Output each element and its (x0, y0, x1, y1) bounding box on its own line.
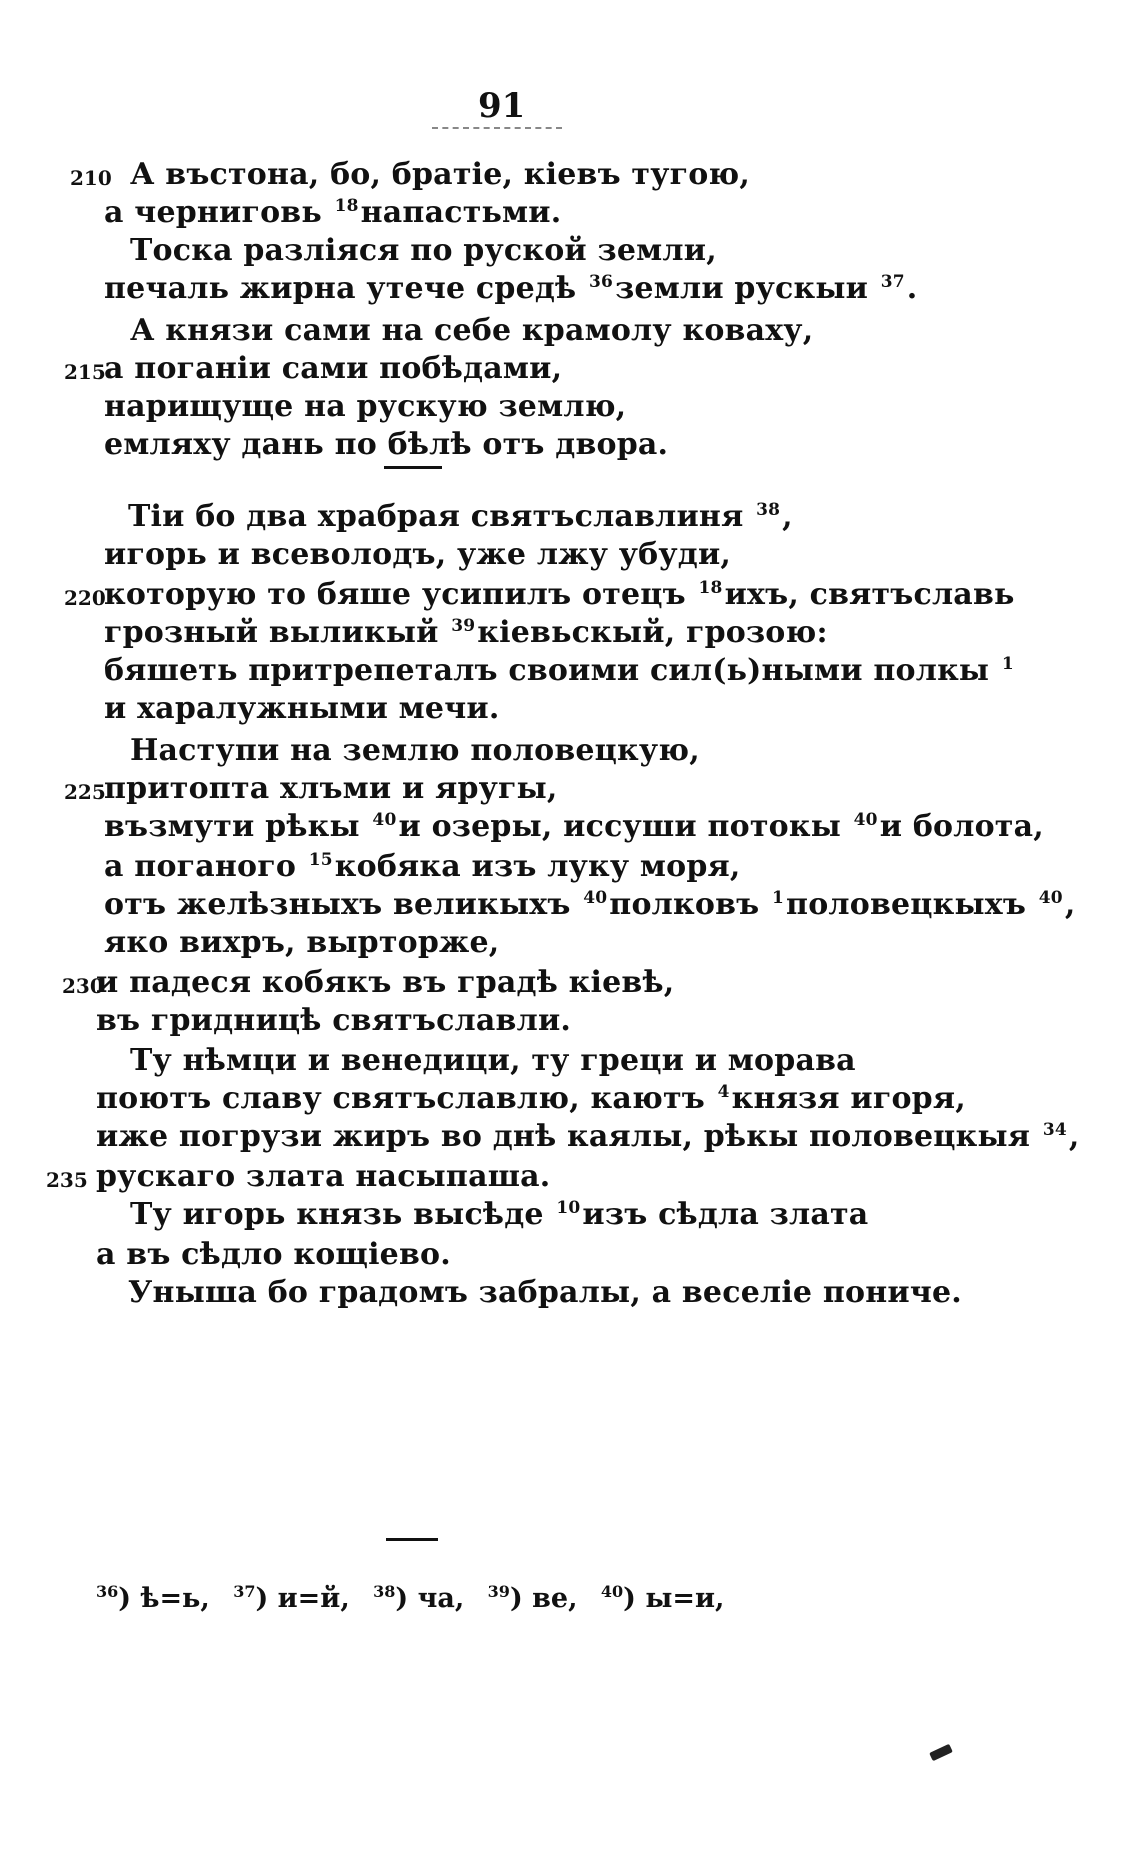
line-number: 220 (64, 586, 106, 610)
verse-line (130, 233, 717, 268)
verse-text: земли рускыи (615, 271, 869, 306)
verse-text: , (1068, 1119, 1080, 1154)
verse-text: игорь и всеволодъ, уже лжу убуди, (104, 537, 732, 572)
footnote-ref: 39 (451, 616, 476, 636)
verse-text: Ту нѣмци и венедици, ту греци и морава (130, 1043, 856, 1078)
verse-line (104, 389, 627, 424)
verse-line (104, 615, 828, 650)
footnotes (96, 1582, 724, 1614)
footnote-ref: 1 (1001, 654, 1014, 674)
verse-text: нарищуще на рускую землю, (104, 389, 627, 424)
line-number: 210 (70, 166, 112, 190)
footnote: $^{40}$) ы=и, (600, 1582, 725, 1614)
verse-text: . (906, 271, 918, 306)
footnote-ref: 40 (853, 810, 878, 830)
verse-text: поютъ славу святъславлю, каютъ (96, 1081, 705, 1116)
verse-text: А въстона, бо, братіе, кіевъ тугою, (130, 157, 751, 192)
verse-text: отъ желѣзныхъ великыхъ (104, 887, 571, 922)
verse-text: грозный выликый (104, 615, 439, 650)
verse-line (130, 1043, 856, 1078)
verse-line (104, 925, 500, 960)
verse-line (130, 313, 814, 348)
verse-text: и падеся кобякъ въ градѣ кіевѣ, (96, 965, 675, 1000)
verse-line (104, 653, 1016, 688)
verse-text: и харалужными мечи. (104, 691, 500, 726)
verse-text: а поганого (104, 849, 297, 884)
verse-text: кобяка изъ луку моря, (334, 849, 741, 884)
verse-text: и болота, (879, 809, 1044, 844)
verse-text: бяшеть притрепеталъ своими сил(ь)ными полкы (104, 653, 990, 688)
verse-line (104, 809, 1044, 844)
verse-line (96, 1003, 572, 1038)
verse-text: ихъ, святъславь (724, 577, 1015, 612)
verse-text: иже погрузи жиръ во днѣ каялы, рѣкы половецкыя (96, 1119, 1031, 1154)
verse-text: рускаго злата насыпаша. (96, 1159, 551, 1194)
line-number: 235 (46, 1168, 88, 1192)
footnote-ref: 34 (1042, 1120, 1067, 1140)
verse-line (130, 733, 700, 768)
verse-line (104, 271, 918, 306)
verse-text: Наступи на землю половецкую, (130, 733, 700, 768)
line-number: 215 (64, 360, 106, 384)
footnote-ref: 38 (756, 500, 781, 520)
footnote-ref: 15 (308, 850, 333, 870)
footnote-ref: 40 (372, 810, 397, 830)
line-number: 225 (64, 780, 106, 804)
section-separator-1 (384, 466, 442, 469)
footnote-ref: 10 (556, 1198, 581, 1218)
verse-text: притопта хлъми и яругы, (104, 771, 558, 806)
verse-text: которую то бяше усипилъ отецъ (104, 577, 686, 612)
verse-text: и озеры, иссуши потокы (398, 809, 841, 844)
verse-line (104, 849, 741, 884)
verse-line (104, 691, 500, 726)
verse-text: емляху дань по бѣлѣ отъ двора. (104, 427, 669, 462)
section-separator-2 (386, 1538, 438, 1541)
verse-text: Тіи бо два храбрая святъславлиня (128, 499, 744, 534)
verse-line (130, 157, 751, 192)
verse-line (96, 1119, 1080, 1154)
footnote-ref: 4 (717, 1082, 730, 1102)
verse-line (104, 771, 558, 806)
verse-text: , (782, 499, 793, 534)
verse-line (96, 1081, 966, 1116)
verse-line (104, 427, 669, 462)
footnote-ref: 37 (880, 272, 905, 292)
verse-text: князя игоря, (731, 1081, 966, 1116)
verse-line (96, 1237, 451, 1272)
verse-line (96, 1159, 551, 1194)
verse-line (104, 537, 732, 572)
verse-text: Уныша бо градомъ забралы, а веселіе пониче. (128, 1275, 962, 1310)
footnote-ref: 18 (698, 578, 723, 598)
verse-text: изъ сѣдла злата (582, 1197, 869, 1232)
verse-line (96, 965, 675, 1000)
verse-line (104, 577, 1015, 612)
verse-text: яко вихръ, вырторже, (104, 925, 500, 960)
verse-text: А князи сами на себе крамолу коваху, (130, 313, 814, 348)
footnote: $^{37}$) и=й, (233, 1582, 350, 1614)
pen-mark (929, 1744, 953, 1761)
page-number: 91 (478, 86, 526, 126)
verse-text: кіевьскый, грозою: (477, 615, 828, 650)
verse-line (130, 1197, 869, 1232)
verse-text: а въ сѣдло кощіево. (96, 1237, 451, 1272)
verse-text: Ту игорь князь высѣде (130, 1197, 544, 1232)
footnote: $^{36}$) ѣ=ь, (96, 1582, 210, 1614)
footnote: $^{39}$) ве, (487, 1582, 578, 1614)
verse-text: напастьми. (360, 195, 562, 230)
verse-line (104, 351, 563, 386)
verse-text: а черниговь (104, 195, 322, 230)
verse-line (128, 1275, 962, 1310)
verse-line (104, 887, 1076, 922)
verse-text: половецкыхъ (786, 887, 1027, 922)
footnote-ref: 40 (583, 888, 608, 908)
verse-text: , (1064, 887, 1076, 922)
verse-text: полковъ (609, 887, 760, 922)
verse-text: а поганіи сами побѣдами, (104, 351, 563, 386)
verse-line (128, 499, 793, 534)
verse-line (104, 195, 562, 230)
footnote-ref: 18 (334, 196, 359, 216)
footnote: $^{38}$) ча, (373, 1582, 465, 1614)
footnote-ref: 1 (772, 888, 785, 908)
verse-text: печаль жирна утече средѣ (104, 271, 577, 306)
header-rule (432, 127, 562, 129)
line-number: 230 (62, 974, 104, 998)
footnote-ref: 36 (589, 272, 614, 292)
verse-text: Тоска разліяся по руской земли, (130, 233, 717, 268)
verse-text: въ гридницѣ святъславли. (96, 1003, 572, 1038)
verse-text: възмути рѣкы (104, 809, 360, 844)
footnote-ref: 40 (1038, 888, 1063, 908)
